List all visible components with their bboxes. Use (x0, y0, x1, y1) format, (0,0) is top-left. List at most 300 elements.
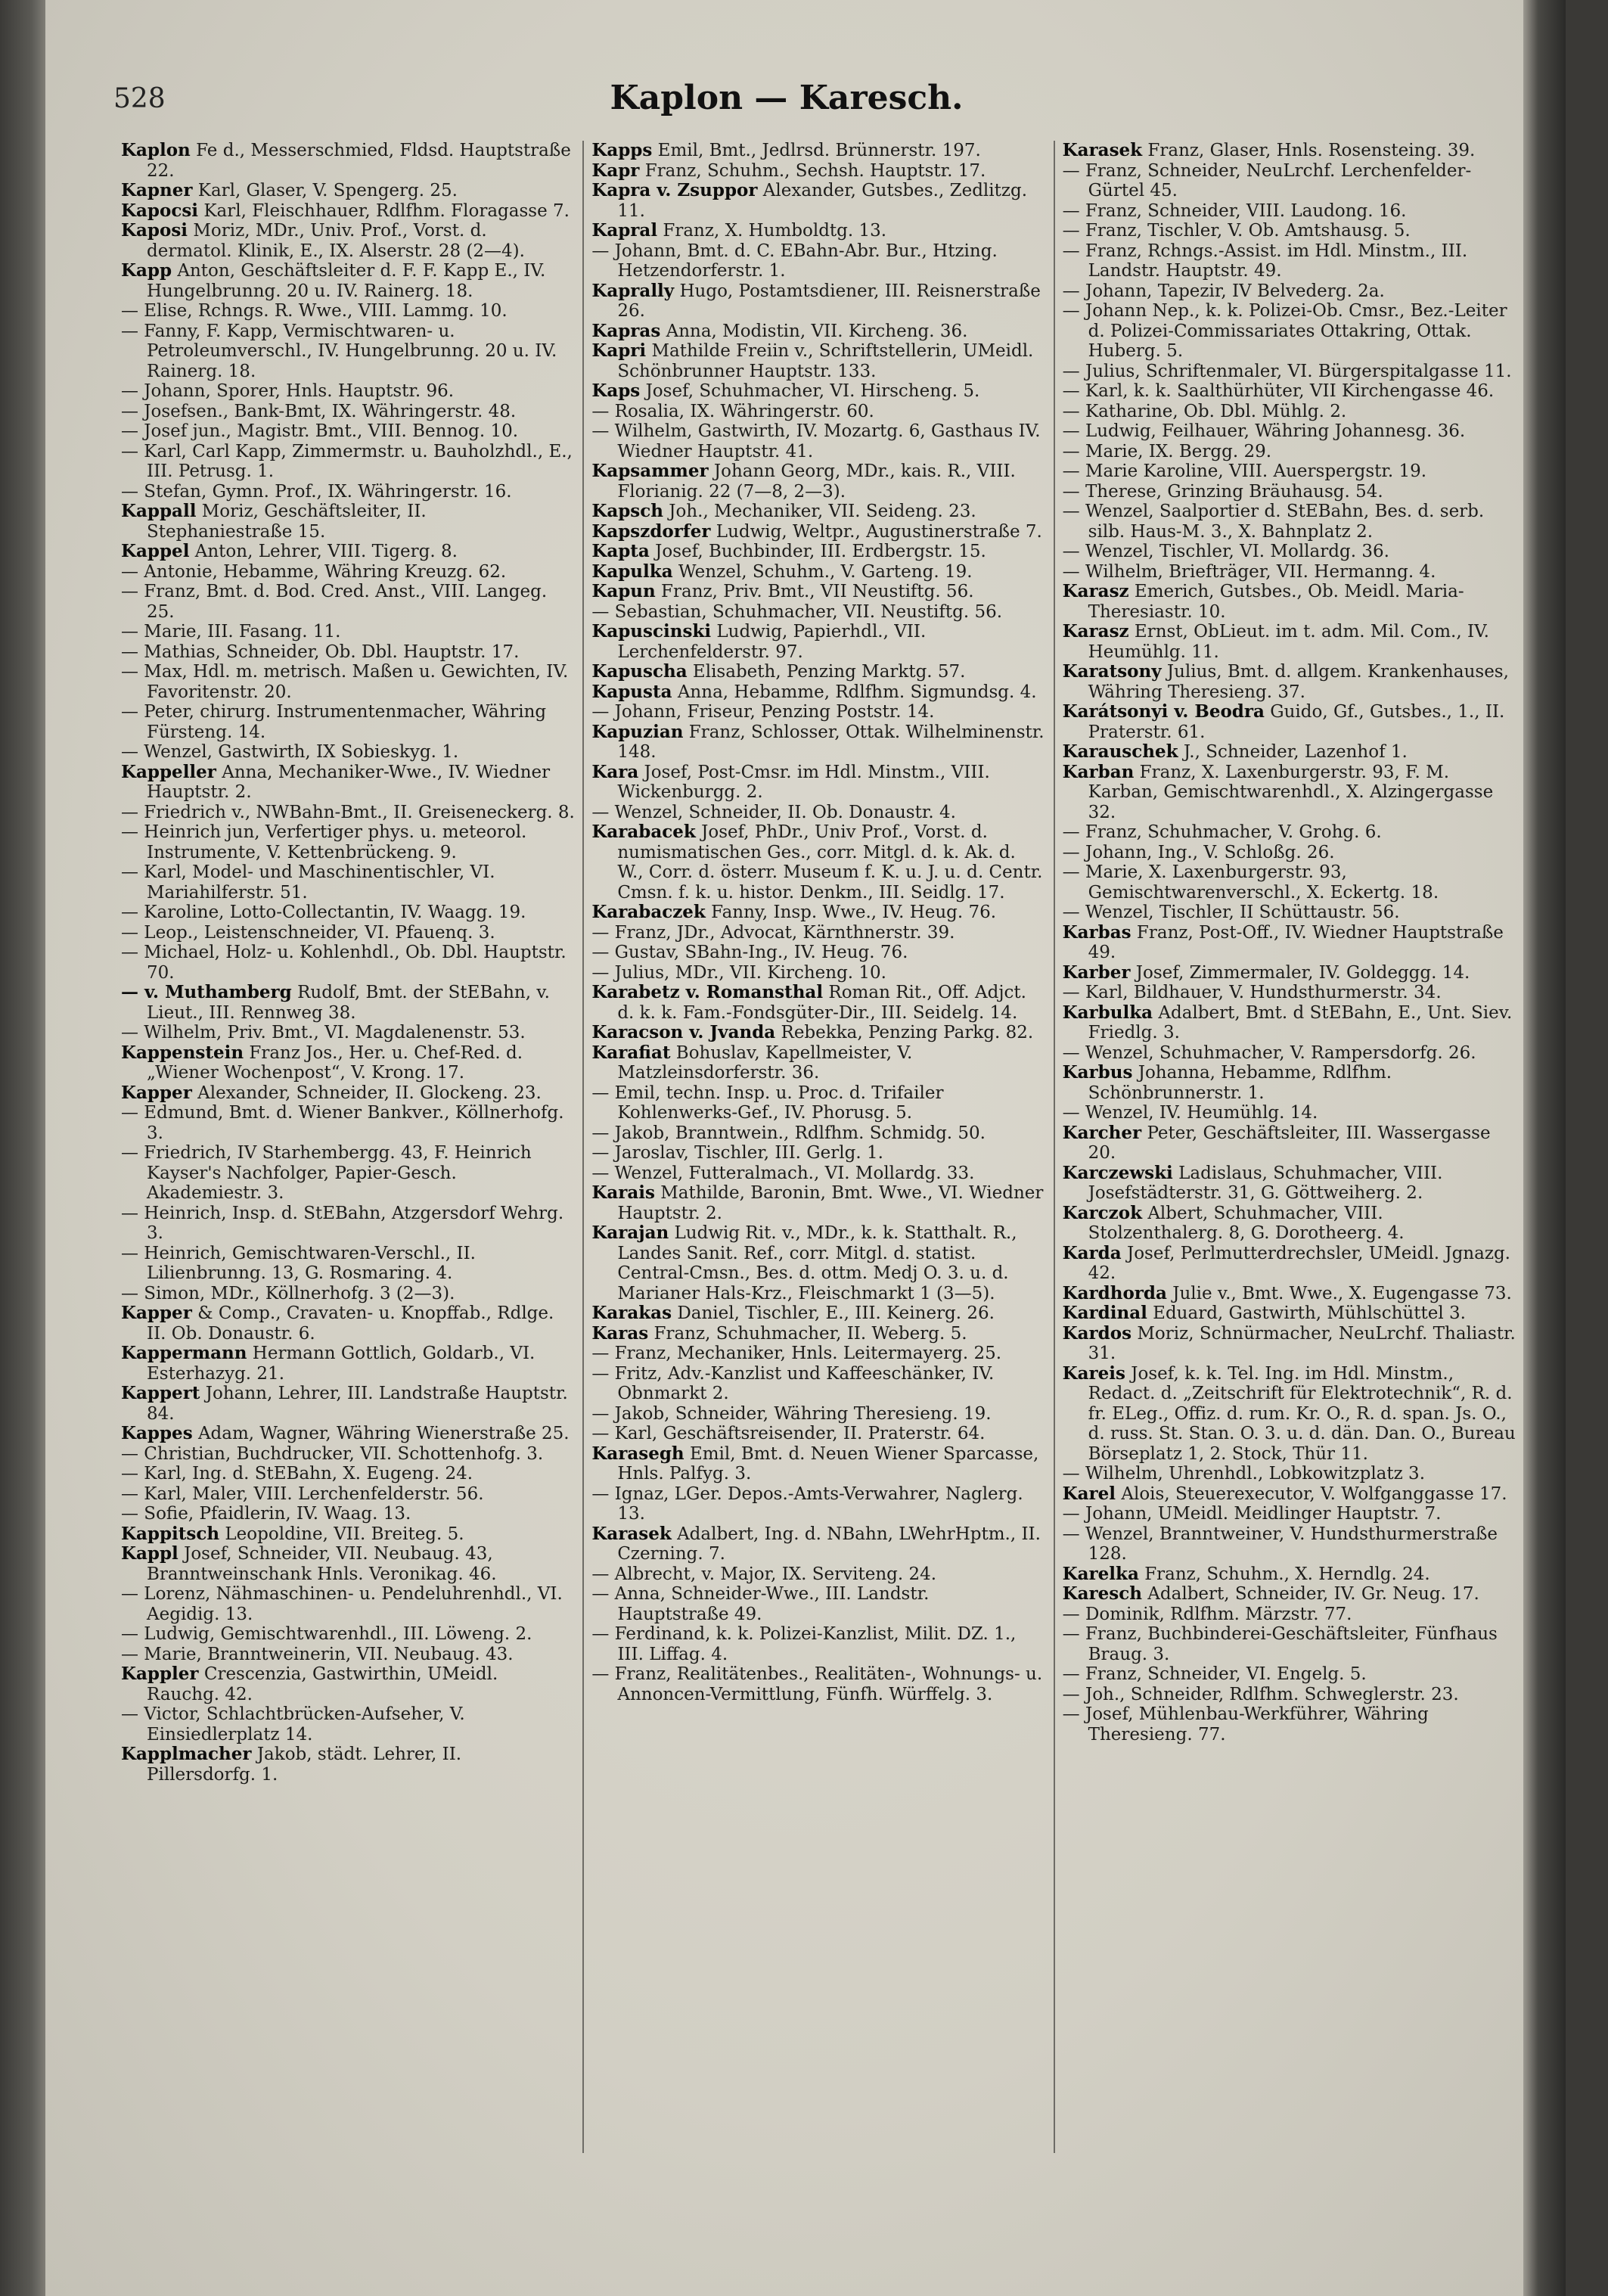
directory-entry (121, 1303, 575, 1344)
entry-details: — Marie Karoline, VIII. Auerspergstr. 19. (1062, 461, 1427, 481)
entry-details: — Simon, MDr., Köllnerhofg. 3 (2—3). (121, 1283, 455, 1303)
directory-entry (1063, 1164, 1516, 1204)
entry-details: Emerich, Gutsbes., Ob. Meidl. Maria-Theresiastr. 10. (1088, 582, 1464, 622)
entry-details: — Wenzel, Tischler, II Schüttaustr. 56. (1062, 903, 1400, 922)
entry-details: — Heinrich, Insp. d. StEBahn, Atzgersdorf Wehrg. 3. (121, 1203, 564, 1243)
entry-details: — Franz, Mechaniker, Hnls. Leitermayerg. 25. (591, 1344, 1002, 1363)
entry-details: — Heinrich, Gemischtwaren-Verschl., II. Lilienbrunng. 13, G. Rosmaring. 4. (121, 1243, 476, 1283)
entry-details: Adalbert, Bmt. d StEBahn, E., Unt. Siev. Friedlg. 3. (1088, 1002, 1513, 1042)
column-left (113, 141, 582, 2153)
entry-details: Wenzel, Schuhm., V. Garteng. 19. (672, 561, 973, 582)
entry-details: — Edmund, Bmt. d. Wiener Bankver., Köllnerhofg. 3. (121, 1103, 564, 1143)
entry-details: — Wenzel, Gastwirth, IX Sobieskyg. 1. (121, 742, 459, 762)
directory-entry (591, 1223, 1045, 1303)
entry-surname: Kappall (121, 501, 197, 521)
directory-entry (591, 1584, 1045, 1624)
directory-entry (591, 1404, 1045, 1425)
directory-entry (1063, 421, 1516, 442)
directory-entry (591, 341, 1045, 381)
directory-entry (1063, 763, 1516, 823)
entry-surname: Karasek (591, 1523, 672, 1544)
entry-surname: Kappl (121, 1543, 178, 1564)
entry-surname: Kappeller (121, 761, 216, 782)
directory-entry (591, 322, 1045, 342)
entry-details: — Johann, Tapezir, IV Belvederg. 2a. (1062, 281, 1385, 301)
entry-details: J., Schneider, Lazenhof 1. (1178, 742, 1408, 762)
directory-entry (591, 1303, 1045, 1324)
directory-entry (1063, 923, 1516, 963)
directory-entry (121, 642, 575, 663)
entry-details: Moriz, Schnürmacher, NeuLrchf. Thaliastr. 31. (1088, 1323, 1516, 1363)
directory-entry (121, 1484, 575, 1505)
entry-details: Anton, Lehrer, VIII. Tigerg. 8. (189, 542, 458, 561)
entry-details: Alexander, Schneider, II. Glockeng. 23. (191, 1083, 542, 1103)
directory-entry (121, 1384, 575, 1424)
entry-details: Adalbert, Schneider, IV. Gr. Neug. 17. (1141, 1584, 1479, 1604)
entry-surname: Kaplon (121, 141, 191, 160)
directory-entry (121, 381, 575, 402)
binding-gutter (0, 0, 45, 2296)
entry-surname: Kappel (121, 541, 190, 561)
entry-details: — Heinrich jun, Verfertiger phys. u. meteorol. Instrumente, V. Kettenbrückeng. 9. (121, 822, 527, 862)
entry-details: Josef, Perlmutterdrechsler, UMeidl. Jgnazg. 42. (1088, 1243, 1510, 1283)
directory-entry (121, 442, 575, 482)
directory-entry (591, 602, 1045, 623)
directory-entry (1063, 1584, 1516, 1605)
directory-page (45, 0, 1566, 2296)
entry-details: Elisabeth, Penzing Marktg. 57. (687, 662, 966, 682)
entry-details: — Franz, Schneider, NeuLrchf. Lerchenfelder-Gürtel 45. (1062, 160, 1472, 200)
entry-surname: Kapszdorfer (591, 520, 711, 542)
directory-entry (1063, 301, 1516, 362)
entry-details: — Jakob, Schneider, Währing Theresieng. 19. (591, 1403, 992, 1424)
directory-entry (121, 502, 575, 542)
directory-entry (121, 1344, 575, 1384)
entry-details: — Marie, IX. Bergg. 29. (1062, 441, 1272, 461)
directory-entry (121, 1464, 575, 1484)
directory-entry (591, 1344, 1045, 1364)
directory-entry (591, 502, 1045, 522)
directory-entry (121, 322, 575, 382)
entry-details: Josef, Schuhmacher, VI. Hirscheng. 5. (640, 381, 980, 401)
entry-details: — Ludwig, Feilhauer, Währing Johannesg. 36. (1062, 421, 1466, 441)
directory-entry (591, 281, 1045, 322)
entry-details: Franz, Schuhm., Sechsh. Hauptstr. 17. (639, 160, 986, 181)
entry-surname: Kapulka (591, 561, 673, 582)
directory-entry (591, 923, 1045, 943)
entry-surname: Kapplmacher (121, 1744, 252, 1764)
entry-surname: Kappes (121, 1423, 193, 1443)
entry-surname: Kapuzian (591, 721, 684, 742)
directory-entry (591, 181, 1045, 221)
directory-entry (1063, 862, 1516, 903)
entry-details: — Wilhelm, Gastwirth, IV. Mozartg. 6, Gasthaus IV. Wiedner Hauptstr. 41. (591, 421, 1041, 461)
entry-details: Peter, Geschäftsleiter, III. Wassergasse 20. (1088, 1123, 1491, 1163)
directory-entry (121, 482, 575, 502)
entry-details: & Comp., Cravaten- u. Knopffab., Rdlge. II. Ob. Donaustr. 6. (147, 1303, 554, 1344)
entry-surname: Karesch (1062, 1583, 1142, 1604)
directory-entry (1063, 903, 1516, 923)
entry-details: — Josef, Mühlenbau-Werkführer, Währing Theresieng. 77. (1062, 1704, 1429, 1745)
entry-surname: Karczewski (1062, 1162, 1173, 1183)
entry-details: — Johann, Friseur, Penzing Poststr. 14. (591, 702, 935, 722)
directory-entry (121, 1544, 575, 1584)
entry-surname: Kardinal (1062, 1303, 1147, 1323)
entry-details: Julie v., Bmt. Wwe., X. Eugengasse 73. (1166, 1283, 1512, 1303)
entry-details: Daniel, Tischler, E., III. Keinerg. 26. (672, 1303, 995, 1323)
directory-entry (591, 221, 1045, 241)
entry-surname: Kapsch (591, 501, 663, 521)
entry-details: Emil, Bmt. d. Neuen Wiener Sparcasse, Hnls. Palfyg. 3. (617, 1443, 1039, 1484)
entry-details: Josef, PhDr., Univ Prof., Vorst. d. numismatischen Ges., corr. Mitgl. d. k. Ak. d. W., Corr. d. österr. Museum f. K. u. J. u. d. Centr. Cmsn. f. k. u. histor. Denkm., III. Seidlg. 17. (617, 822, 1043, 903)
entry-details: — Dominik, Rdlfhm. Märzstr. 77. (1062, 1604, 1352, 1624)
entry-details: — Lorenz, Nähmaschinen- u. Pendeluhrenhdl., VI. Aegidig. 13. (121, 1584, 563, 1624)
entry-details: — Karoline, Lotto-Collectantin, IV. Waagg. 19. (121, 903, 526, 922)
directory-entry (1063, 622, 1516, 662)
directory-entry (121, 1083, 575, 1104)
page-edge (1523, 0, 1566, 2296)
directory-entry (591, 662, 1045, 682)
entry-surname: Kapps (591, 141, 653, 160)
directory-entry (591, 682, 1045, 703)
entry-details: — Wenzel, Branntweiner, V. Hundsthurmerstraße 128. (1062, 1524, 1498, 1564)
directory-entry (591, 903, 1045, 923)
entry-details: Hugo, Postamtsdiener, III. Reisnerstraße 26. (617, 281, 1041, 321)
entry-surname: Karbas (1062, 921, 1131, 943)
directory-entry (591, 1424, 1045, 1444)
entry-details: — Michael, Holz- u. Kohlenhdl., Ob. Dbl. Hauptstr. 70. (121, 943, 567, 983)
directory-entry (591, 1564, 1045, 1585)
entry-details: — Karl, Model- und Maschinentischler, VI. Mariahilferstr. 51. (121, 862, 495, 903)
directory-entry (1063, 1704, 1516, 1745)
entry-details: — Wilhelm, Priv. Bmt., VI. Magdalenenstr. 53. (121, 1023, 526, 1042)
entry-details: Karl, Glaser, V. Spengerg. 25. (192, 181, 458, 200)
entry-surname: Kapper (121, 1303, 192, 1323)
directory-entry (121, 1103, 575, 1143)
directory-entry (1063, 1605, 1516, 1625)
entry-surname: Kapper (121, 1082, 192, 1103)
entry-details: — Franz, JDr., Advocat, Kärnthnerstr. 39. (591, 922, 955, 943)
directory-entry (591, 522, 1045, 542)
entry-details: Guido, Gf., Gutsbes., 1., II. Praterstr. 61. (1088, 702, 1505, 742)
entry-details: — Therese, Grinzing Bräuhausg. 54. (1062, 481, 1383, 502)
directory-entry (1063, 1103, 1516, 1123)
entry-details: — Wilhelm, Uhrenhdl., Lobkowitzplatz 3. (1062, 1464, 1426, 1484)
entry-details: Joh., Mechaniker, VII. Seideng. 23. (663, 502, 976, 521)
directory-entry (1063, 582, 1516, 622)
directory-entry (1063, 1664, 1516, 1685)
entry-details: — Franz, Schuhmacher, V. Grohg. 6. (1062, 822, 1382, 842)
directory-entry (1063, 141, 1516, 161)
entry-surname: Karelka (1062, 1563, 1139, 1584)
entry-surname: Karcher (1062, 1122, 1142, 1143)
entry-surname: Kapra v. Zsuppor (591, 180, 758, 200)
directory-entry (1063, 1524, 1516, 1564)
directory-entry (1063, 662, 1516, 702)
entry-details: Emil, Bmt., Jedlrsd. Brünnerstr. 197. (652, 141, 981, 160)
directory-entry (1063, 241, 1516, 281)
directory-entry (1063, 1003, 1516, 1043)
entry-details: Ladislaus, Schuhmacher, VIII. Josefstädterstr. 31, G. Göttweiherg. 2. (1088, 1163, 1443, 1203)
directory-entry (1063, 1364, 1516, 1465)
directory-entry (121, 221, 575, 261)
directory-entry (1063, 1484, 1516, 1505)
directory-entry (591, 722, 1045, 763)
entry-details: — Karl, Bildhauer, V. Hundsthurmerstr. 34. (1062, 983, 1442, 1002)
entry-details: Albert, Schuhmacher, VIII. Stolzenthalerg. 8, G. Dorotheerg. 4. (1088, 1203, 1405, 1243)
entry-details: — Franz, Schneider, VIII. Laudong. 16. (1062, 200, 1407, 221)
entry-details: Franz, Glaser, Hnls. Rosensteing. 39. (1142, 141, 1476, 160)
entry-surname: Karda (1062, 1242, 1122, 1263)
entry-details: Mathilde Freiin v., Schriftstellerin, UMeidl. Schönbrunner Hauptstr. 133. (617, 341, 1034, 381)
directory-entry (591, 1164, 1045, 1184)
directory-entry (1063, 742, 1516, 763)
entry-details: — Wenzel, Schneider, II. Ob. Donaustr. 4. (591, 802, 956, 822)
directory-entry (1063, 1204, 1516, 1244)
directory-entry (1063, 562, 1516, 583)
entry-details: — Antonie, Hebamme, Währing Kreuzg. 62. (121, 561, 507, 582)
entry-details: — Anna, Schneider-Wwe., III. Landstr. Hauptstraße 49. (591, 1584, 930, 1624)
directory-entry (1063, 1244, 1516, 1284)
entry-details: — Johann, Ing., V. Schloßg. 26. (1062, 842, 1335, 862)
entry-details: — Elise, Rchngs. R. Wwe., VIII. Lammg. 10. (121, 301, 508, 321)
entry-surname: Kareis (1062, 1362, 1125, 1384)
entry-details: — Gustav, SBahn-Ing., IV. Heug. 76. (591, 943, 908, 962)
directory-entry (591, 803, 1045, 823)
directory-entry (591, 582, 1045, 602)
directory-entry (591, 1143, 1045, 1164)
directory-entry (121, 622, 575, 642)
directory-entry (1063, 1043, 1516, 1064)
directory-entry (121, 1645, 575, 1665)
entry-details: — Franz, Buchbinderei-Geschäftsleiter, Fünfhaus Braug. 3. (1062, 1624, 1498, 1664)
entry-surname: Karabaczek (591, 902, 706, 922)
directory-entry (591, 421, 1045, 461)
entry-details: — Franz, Tischler, V. Ob. Amtshausg. 5. (1062, 221, 1411, 241)
directory-entry (121, 803, 575, 823)
directory-entry (591, 943, 1045, 963)
directory-entry (591, 141, 1045, 161)
directory-entry (591, 822, 1045, 903)
entry-surname: Kapuscinski (591, 621, 712, 642)
directory-entry (591, 1324, 1045, 1344)
directory-entry (121, 1424, 575, 1444)
directory-entry (591, 1624, 1045, 1664)
entry-details: Ludwig, Papierhdl., VII. Lerchenfelderstr. 97. (617, 622, 927, 662)
directory-entry (121, 1043, 575, 1083)
entry-details: — Julius, Schriftenmaler, VI. Bürgerspitalgasse 11. (1062, 361, 1512, 381)
directory-entry (591, 461, 1045, 502)
directory-entry (121, 1284, 575, 1304)
directory-entry (1063, 1685, 1516, 1705)
entry-details: — Josef jun., Magistr. Bmt., VIII. Bennog. 10. (121, 421, 519, 441)
entry-details: Adalbert, Ing. d. NBahn, LWehrHptm., II. Czerning. 7. (617, 1524, 1041, 1564)
entry-details: Josef, Zimmermaler, IV. Goldeggg. 14. (1130, 962, 1470, 983)
entry-surname: Kapusta (591, 681, 672, 702)
entry-details: — Max, Hdl. m. metrisch. Maßen u. Gewichten, IV. Favoritenstr. 20. (121, 662, 569, 702)
entry-surname: Kaprally (591, 280, 675, 301)
entry-details: — Karl, Geschäftsreisender, II. Praterstr. 64. (591, 1424, 986, 1443)
directory-entry (121, 983, 575, 1023)
directory-entry (1063, 702, 1516, 742)
directory-entry (121, 141, 575, 181)
entry-surname: Karbulka (1062, 1002, 1153, 1023)
directory-entry (121, 903, 575, 923)
directory-entry (591, 702, 1045, 722)
entry-details: — Marie, Branntweinerin, VII. Neubaug. 43. (121, 1644, 514, 1664)
directory-entry (591, 983, 1045, 1023)
directory-entry (121, 301, 575, 322)
directory-entry (591, 241, 1045, 281)
entry-details: — Katharine, Ob. Dbl. Mühlg. 2. (1062, 401, 1347, 421)
page-header (113, 79, 1460, 129)
entry-details: — Karl, Maler, VIII. Lerchenfelderstr. 56. (121, 1484, 484, 1504)
entry-details: — Johann, Sporer, Hnls. Hauptstr. 96. (121, 381, 455, 401)
entry-details: — Wenzel, Tischler, VI. Mollardg. 36. (1062, 542, 1389, 561)
entry-details: Rebekka, Penzing Parkg. 82. (775, 1023, 1034, 1042)
directory-entry (121, 562, 575, 583)
directory-entry (1063, 1464, 1516, 1484)
directory-entry (591, 1484, 1045, 1524)
entry-surname: Karasz (1062, 621, 1129, 642)
entry-details: Jakob, städt. Lehrer, II. Pillersdorfg. 1. (147, 1745, 462, 1785)
entry-details: — Joh., Schneider, Rdlfhm. Schweglerstr. 23. (1062, 1684, 1459, 1704)
directory-entry (591, 1524, 1045, 1564)
directory-entry (121, 923, 575, 943)
directory-entry (121, 542, 575, 562)
entry-surname: Karban (1062, 761, 1135, 782)
entry-details: Fe d., Messerschmied, Fldsd. Hauptstraße 22. (147, 141, 571, 181)
directory-entry (591, 1083, 1045, 1123)
entry-surname: Kapuscha (591, 661, 688, 682)
entry-details: Anna, Hebamme, Rdlfhm. Sigmundsg. 4. (672, 682, 1037, 702)
directory-entry (591, 1023, 1045, 1043)
directory-entry (121, 582, 575, 622)
entry-details: — Julius, MDr., VII. Kircheng. 10. (591, 962, 886, 983)
directory-entry (1063, 362, 1516, 382)
directory-entry (121, 1524, 575, 1545)
entry-details: Franz, Priv. Bmt., VII Neustiftg. 56. (655, 582, 974, 601)
entry-surname: Karas (591, 1322, 649, 1344)
entry-details: Moriz, MDr., Univ. Prof., Vorst. d. dermatol. Klinik, E., IX. Alserstr. 28 (2—4). (147, 221, 525, 261)
directory-entry (591, 963, 1045, 983)
entry-details: — Leop., Leistenschneider, VI. Pfauenq. 3. (121, 922, 495, 943)
entry-details: — Rosalia, IX. Währingerstr. 60. (591, 401, 874, 421)
entry-surname: Kappitsch (121, 1523, 220, 1544)
entry-details: Franz, Schuhm., X. Herndlg. 24. (1138, 1564, 1430, 1584)
directory-entry (121, 181, 575, 201)
entry-surname: Kapner (121, 180, 193, 200)
directory-entry (1063, 461, 1516, 482)
entry-surname: Karajan (591, 1223, 669, 1243)
entry-surname: Kapun (591, 581, 656, 601)
directory-entry (1063, 1303, 1516, 1324)
directory-entry (591, 1183, 1045, 1223)
directory-entry (121, 1143, 575, 1204)
directory-entry (1063, 983, 1516, 1003)
entry-surname: Karasz (1062, 581, 1129, 601)
entry-details: — Jakob, Branntwein., Rdlfhm. Schmidg. 50. (591, 1123, 986, 1143)
directory-entry (121, 1664, 575, 1704)
directory-entry (121, 261, 575, 301)
directory-entry (121, 421, 575, 442)
entry-details: — Franz, Realitätenbes., Realitäten-, Wohnungs- u. Annoncen-Vermittlung, Fünfh. Würffelg. 3. (591, 1664, 1043, 1704)
entry-surname: Kapras (591, 320, 661, 341)
directory-entry (121, 943, 575, 983)
entry-surname: Karber (1062, 962, 1131, 983)
entry-surname: Kapocsi (121, 200, 199, 221)
directory-entry (1063, 1284, 1516, 1304)
column-middle (582, 141, 1053, 2153)
entry-details: Johann Georg, MDr., kais. R., VIII. Florianig. 22 (7—8, 2—3). (617, 461, 1016, 502)
entry-surname: Karafiat (591, 1042, 671, 1063)
directory-entry (591, 1444, 1045, 1484)
entry-surname: Karátsonyi v. Beodra (1062, 701, 1265, 722)
entry-details: — Sofie, Pfaidlerin, IV. Waag. 13. (121, 1504, 411, 1524)
entry-surname: Kappert (121, 1383, 200, 1403)
directory-entry (121, 862, 575, 903)
entry-details: Rudolf, Bmt. der StEBahn, v. Lieut., III. Rennweg 38. (147, 983, 550, 1023)
entry-details: Hermann Gottlich, Goldarb., VI. Esterhazyg. 21. (147, 1344, 535, 1384)
entry-details: — Friedrich v., NWBahn-Bmt., II. Greiseneckerg. 8. (121, 802, 575, 822)
entry-surname: Kaps (591, 381, 641, 401)
entry-details: — Ludwig, Gemischtwarenhdl., III. Löweng. 2. (121, 1624, 532, 1644)
directory-entry (1063, 1504, 1516, 1524)
entry-details: — Jaroslav, Tischler, III. Gerlg. 1. (591, 1143, 883, 1163)
running-title: Kaplon — Karesch. (610, 79, 964, 117)
entry-surname: Karauschek (1062, 741, 1178, 762)
directory-entry (1063, 1123, 1516, 1164)
entry-surname: Kara (591, 761, 639, 782)
directory-entry (121, 1023, 575, 1043)
directory-entry (121, 1444, 575, 1465)
directory-entry (1063, 1063, 1516, 1103)
directory-entry (121, 1244, 575, 1284)
directory-entry (1063, 1324, 1516, 1364)
entry-details: — Franz, Bmt. d. Bod. Cred. Anst., VIII. Langeg. 25. (121, 582, 548, 622)
directory-entry (591, 381, 1045, 402)
directory-entry (1063, 1564, 1516, 1585)
entry-details: Adam, Wagner, Währing Wienerstraße 25. (192, 1424, 570, 1443)
entry-surname: Karel (1062, 1483, 1116, 1504)
entry-surname: Kapri (591, 340, 647, 361)
entry-details: — Wenzel, Saalportier d. StEBahn, Bes. d. serb. silb. Haus-M. 3., X. Bahnplatz 2. (1062, 502, 1485, 542)
directory-entry (1063, 281, 1516, 302)
entry-details: — Franz, Schneider, VI. Engelg. 5. (1062, 1664, 1367, 1684)
directory-entry (1063, 161, 1516, 201)
directory-entry (1063, 221, 1516, 241)
entry-surname: Kardos (1062, 1322, 1132, 1344)
entry-surname: Kapr (591, 160, 640, 181)
entry-details: — Stefan, Gymn. Prof., IX. Währingerstr. 16. (121, 481, 512, 502)
entry-details: Anna, Mechaniker-Wwe., IV. Wiedner Hauptstr. 2. (147, 762, 551, 802)
entry-surname: Karais (591, 1182, 655, 1203)
directory-entry (121, 702, 575, 742)
directory-entry (591, 402, 1045, 422)
entry-details: — Johann, UMeidl. Meidlinger Hauptstr. 7. (1062, 1504, 1442, 1524)
entry-details: Bohuslav, Kapellmeister, V. Matzleinsdorferstr. 36. (617, 1042, 913, 1083)
directory-entry (121, 1624, 575, 1645)
entry-surname: Karczok (1062, 1202, 1143, 1223)
entry-details: — Marie, III. Fasang. 11. (121, 622, 341, 642)
directory-entry (591, 1043, 1045, 1083)
directory-entry (591, 622, 1045, 662)
directory-entry (1063, 542, 1516, 562)
entry-details: Franz, X. Humboldtg. 13. (657, 221, 887, 241)
entry-details: Josef, Schneider, VII. Neubaug. 43, Branntweinschank Hnls. Veronikag. 46. (147, 1544, 497, 1584)
entry-details: Ludwig Rit. v., MDr., k. k. Statthalt. R., Landes Sanit. Ref., corr. Mitgl. d. statist. Central-Cmsn., Bes. d. ottm. Medj O. 3. u. d. Marianer Hals-Krz., Fleischmarkt 1 (3—5). (617, 1223, 1017, 1303)
entry-surname: Karacson v. Jvanda (591, 1022, 776, 1042)
